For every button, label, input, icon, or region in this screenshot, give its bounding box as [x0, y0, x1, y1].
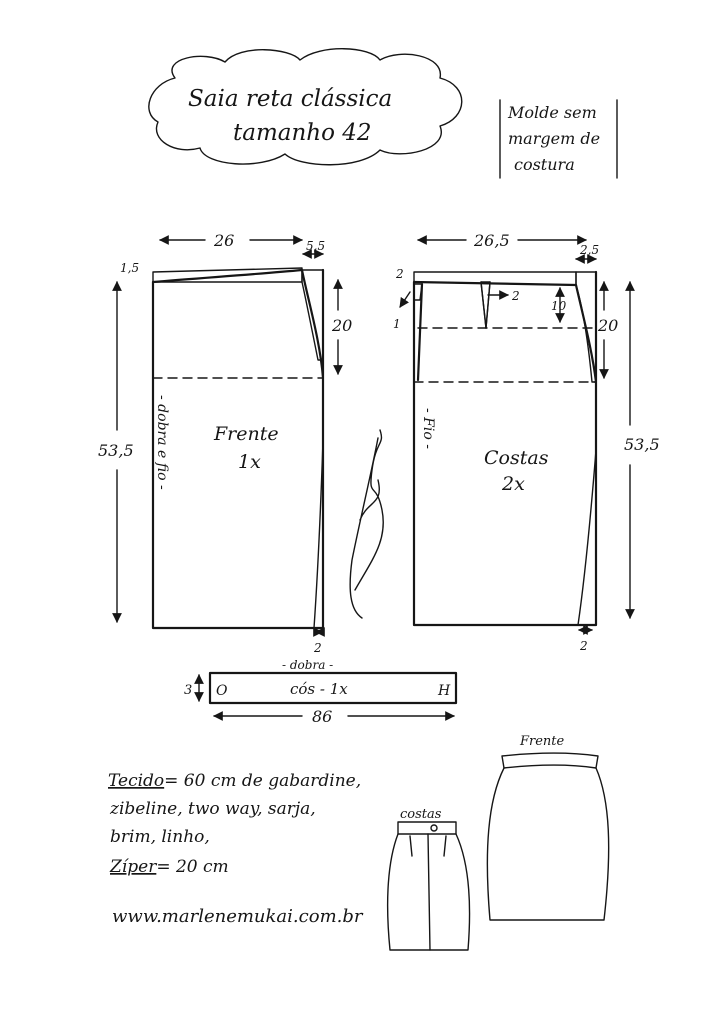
waistband-piece: [184, 658, 456, 726]
back-dart-width-dim: 2: [512, 289, 520, 303]
seam-allowance-note: [500, 100, 617, 178]
illustration-back-label: costas: [400, 807, 442, 822]
front-name: Frente: [214, 423, 279, 445]
front-skirt-illustration: [487, 734, 608, 920]
waistband-length-dim: 86: [312, 707, 333, 726]
back-skirt-illustration: [388, 807, 470, 950]
zipper-label: Zíper: [110, 857, 157, 877]
back-length-dim: 53,5: [624, 435, 660, 454]
back-name: Costas: [484, 447, 549, 469]
waistband-label: cós - 1x: [290, 680, 348, 698]
title-line-1: Saia reta clássica: [188, 86, 393, 112]
back-grain-label: - Fio -: [420, 408, 436, 449]
fabric-value: = 60 cm de gabardine,: [164, 771, 362, 791]
back-hip-dim: 2,5: [580, 243, 600, 257]
waistband-height-dim: 3: [184, 683, 193, 698]
fabric-line-2: zibeline, two way, sarja,: [110, 799, 316, 819]
back-hem-dim: 2: [580, 639, 588, 653]
note-line-1: Molde sem: [508, 103, 597, 122]
illustration-front-label: Frente: [520, 734, 565, 749]
materials-notes: [108, 771, 364, 927]
website-url: www.marlenemukai.com.br: [112, 906, 363, 927]
back-pattern-piece: [393, 231, 660, 653]
fabric-label: Tecido: [108, 771, 165, 791]
signature: [350, 430, 383, 618]
back-count: 2x: [502, 473, 525, 495]
back-side-dim: 1: [393, 317, 401, 331]
front-length-dim: 53,5: [98, 441, 134, 460]
note-line-2: margem de: [508, 129, 601, 148]
svg-text:Zíper= 20 cm: [109, 857, 229, 877]
fabric-line-3: brim, linho,: [110, 827, 210, 847]
front-pattern-piece: [98, 231, 352, 655]
waistband-mark-left: O: [216, 683, 228, 699]
front-hem-dim: 2: [314, 641, 322, 655]
front-hip-depth-dim: 20: [332, 316, 353, 335]
waistband-fold-label: - dobra -: [282, 658, 334, 672]
front-waist-raise-dim: 1,5: [120, 261, 140, 275]
back-dart-depth-dim: 10: [551, 299, 567, 313]
back-top-dim: 26,5: [474, 231, 510, 250]
front-count: 1x: [238, 451, 261, 473]
back-hip-depth-dim: 20: [598, 316, 619, 335]
front-top-dim: 26: [214, 231, 235, 250]
title-cloud: [149, 49, 462, 165]
zipper-value: = 20 cm: [156, 857, 229, 877]
waistband-mark-right: H: [438, 683, 451, 699]
front-hip-dim: 5,5: [306, 239, 326, 253]
back-waist-raise-dim: 2: [396, 267, 404, 281]
title-line-2: tamanho 42: [233, 120, 372, 146]
svg-text:Tecido= 60 cm de gabardine,: [108, 771, 361, 791]
front-fold-label: - dobra e fio -: [154, 395, 170, 490]
note-line-3: costura: [514, 155, 575, 174]
